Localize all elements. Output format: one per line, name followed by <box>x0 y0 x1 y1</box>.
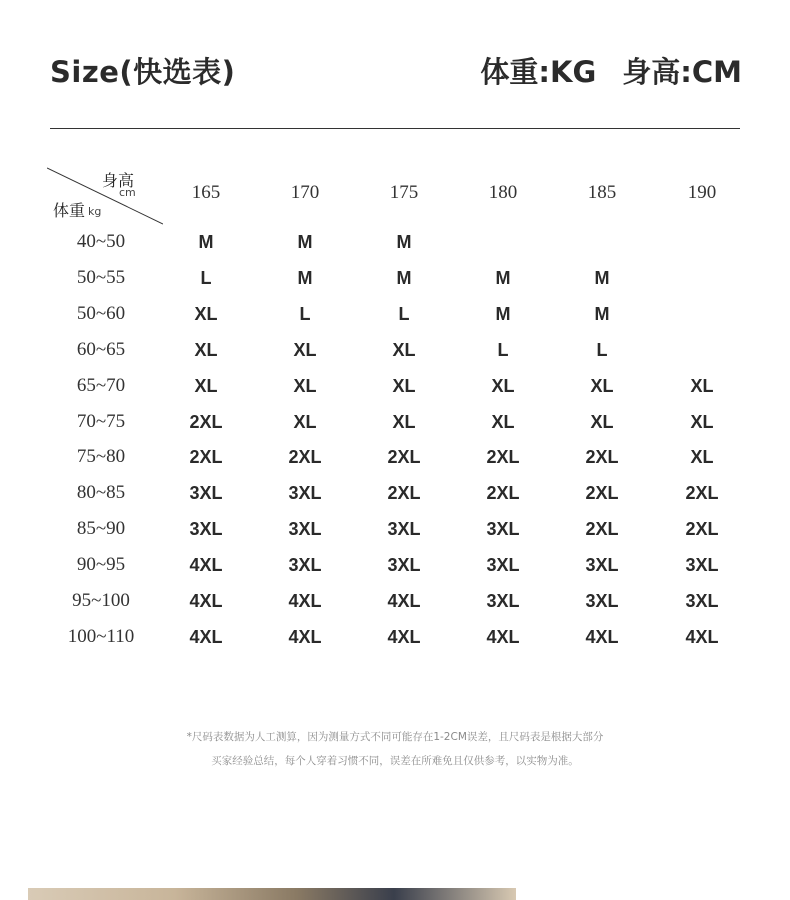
weight-range-label: 60~65 <box>76 339 126 360</box>
table-corner-header <box>47 166 163 226</box>
table-row <box>0 517 790 541</box>
height-column-header: 175 <box>389 182 419 203</box>
size-cell: 2XL <box>685 519 719 539</box>
size-cell: L <box>299 304 311 324</box>
size-cell: 4XL <box>685 627 719 647</box>
product-photo-strip <box>28 888 516 900</box>
size-cell: 2XL <box>189 447 223 467</box>
header-divider <box>50 128 740 129</box>
footnote-line-1: *尺码表数据为人工测算，因为测量方式不同可能存在1-2CM误差，且尺码表是根据大部分 <box>186 731 604 743</box>
weight-unit-label: 体重:KG <box>480 55 597 89</box>
table-row <box>0 481 790 505</box>
footnote-line-2: 买家经验总结，每个人穿着习惯不同，误差在所难免且仅供参考，以实物为准。 <box>211 755 579 767</box>
table-row <box>0 266 790 290</box>
height-column-header: 190 <box>687 182 717 203</box>
size-cell: 2XL <box>189 412 223 432</box>
size-cell: M <box>495 304 511 324</box>
size-cell: L <box>497 340 509 360</box>
size-cell: M <box>396 268 412 288</box>
size-cell: 4XL <box>189 591 223 611</box>
size-cell: L <box>200 268 212 288</box>
size-cell: 3XL <box>387 519 421 539</box>
height-column-header: 185 <box>587 182 617 203</box>
height-unit-label: 身高:CM <box>622 55 742 89</box>
size-cell: M <box>396 232 412 252</box>
size-cell: XL <box>690 447 714 467</box>
size-cell: M <box>297 232 313 252</box>
size-cell: 3XL <box>189 483 223 503</box>
size-cell: XL <box>194 376 218 396</box>
size-cell: XL <box>590 412 614 432</box>
size-cell: 4XL <box>387 591 421 611</box>
size-cell: XL <box>491 376 515 396</box>
corner-height-unit: cm <box>119 186 136 199</box>
size-cell: 2XL <box>585 483 619 503</box>
size-cell: 4XL <box>189 555 223 575</box>
size-cell: M <box>594 304 610 324</box>
size-cell: M <box>495 268 511 288</box>
weight-range-label: 50~55 <box>76 267 126 288</box>
size-cell: 3XL <box>387 555 421 575</box>
size-cell: 4XL <box>288 591 322 611</box>
unit-legend <box>480 50 742 91</box>
size-cell: M <box>297 268 313 288</box>
size-cell: 3XL <box>486 519 520 539</box>
size-cell: 2XL <box>288 447 322 467</box>
size-cell: 3XL <box>685 555 719 575</box>
size-cell: XL <box>491 412 515 432</box>
size-cell: 2XL <box>585 519 619 539</box>
weight-range-label: 65~70 <box>76 375 126 396</box>
size-cell: 4XL <box>486 627 520 647</box>
size-cell: XL <box>392 412 416 432</box>
size-cell: 3XL <box>585 591 619 611</box>
size-cell: 4XL <box>387 627 421 647</box>
size-cell: 2XL <box>585 447 619 467</box>
size-cell: 4XL <box>288 627 322 647</box>
size-cell: 3XL <box>288 519 322 539</box>
size-cell: 3XL <box>486 591 520 611</box>
size-cell: XL <box>293 340 317 360</box>
table-row <box>0 302 790 326</box>
height-column-header: 180 <box>488 182 518 203</box>
weight-range-label: 70~75 <box>76 411 126 432</box>
corner-height-label: 身高 <box>102 171 135 190</box>
weight-range-label: 40~50 <box>76 231 126 252</box>
size-cell: 2XL <box>486 447 520 467</box>
size-cell: M <box>594 268 610 288</box>
size-cell: XL <box>194 340 218 360</box>
size-cell: 3XL <box>288 555 322 575</box>
size-cell: 4XL <box>585 627 619 647</box>
height-column-header: 165 <box>191 182 221 203</box>
table-row <box>0 553 790 577</box>
size-cell: XL <box>392 340 416 360</box>
table-row <box>0 589 790 613</box>
weight-range-label: 100~110 <box>67 626 135 647</box>
weight-range-label: 75~80 <box>76 446 126 467</box>
size-cell: 2XL <box>486 483 520 503</box>
size-cell: 3XL <box>685 591 719 611</box>
size-cell: L <box>596 340 608 360</box>
weight-range-label: 95~100 <box>72 590 130 611</box>
corner-weight-unit: kg <box>88 205 102 218</box>
size-cell: XL <box>293 412 317 432</box>
size-cell: L <box>398 304 410 324</box>
size-cell: XL <box>690 376 714 396</box>
weight-range-label: 85~90 <box>76 518 126 539</box>
weight-range-label: 50~60 <box>76 303 126 324</box>
size-cell: XL <box>392 376 416 396</box>
size-cell: 2XL <box>387 483 421 503</box>
size-cell: XL <box>690 412 714 432</box>
table-row <box>0 410 790 434</box>
table-row <box>0 445 790 469</box>
size-cell: 3XL <box>189 519 223 539</box>
weight-range-label: 80~85 <box>76 482 126 503</box>
table-row <box>0 625 790 649</box>
size-cell: XL <box>194 304 218 324</box>
table-row <box>0 374 790 398</box>
corner-weight-label: 体重 <box>53 201 86 220</box>
size-cell: 2XL <box>387 447 421 467</box>
size-cell: M <box>198 232 214 252</box>
size-cell: XL <box>590 376 614 396</box>
weight-range-label: 90~95 <box>76 554 126 575</box>
table-row <box>0 338 790 362</box>
table-row <box>0 230 790 254</box>
page-title: Size(快选表) <box>50 55 236 89</box>
size-cell: 3XL <box>288 483 322 503</box>
size-cell: 4XL <box>189 627 223 647</box>
size-cell: 3XL <box>486 555 520 575</box>
size-cell: 2XL <box>685 483 719 503</box>
size-cell: 3XL <box>585 555 619 575</box>
height-column-header: 170 <box>290 182 320 203</box>
size-cell: XL <box>293 376 317 396</box>
